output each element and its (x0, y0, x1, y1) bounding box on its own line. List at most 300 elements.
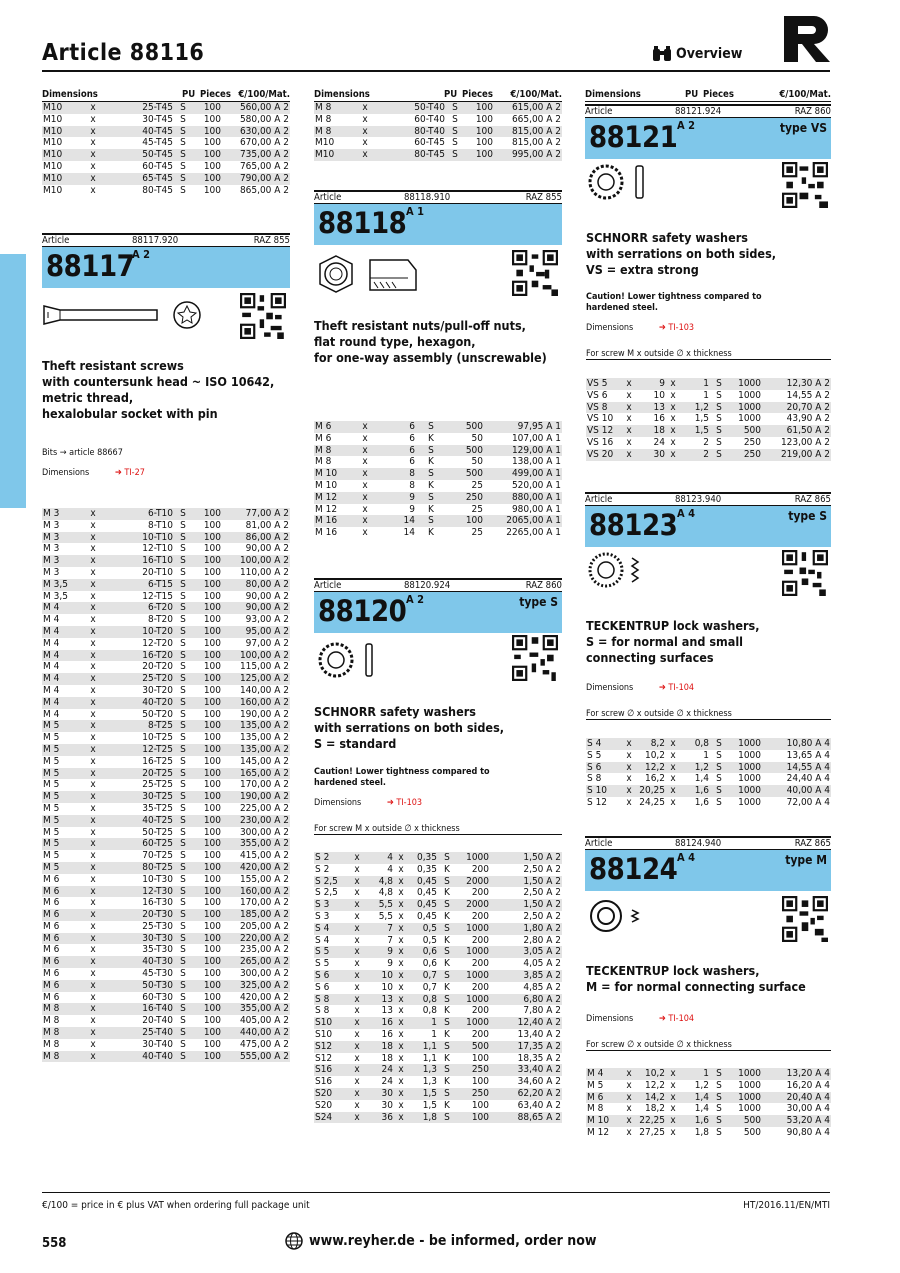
section-tab (0, 254, 26, 508)
table-cell: x (90, 602, 96, 614)
table-row (314, 982, 562, 994)
table-cell: 10 (381, 969, 393, 981)
table-cell: 250 (465, 491, 483, 503)
table-cell: x (90, 1038, 96, 1050)
table-caption: For screw ∅ x outside ∅ x thickness (586, 709, 831, 720)
table-cell: 1,1 (422, 1040, 437, 1052)
table-row (314, 923, 562, 935)
table-cell: 100 (203, 1003, 221, 1015)
globe-icon (285, 1232, 303, 1250)
table-cell: 1000 (466, 969, 489, 981)
dimensions-link[interactable]: Dimensions ➔ TI-27 (42, 468, 145, 478)
table-cell: S 12 (587, 796, 608, 808)
table-cell: 615,00 A 2 (511, 102, 561, 113)
table-cell: S (180, 850, 186, 862)
table-cell: x (90, 543, 96, 555)
table-cell: 18 (381, 1052, 393, 1064)
table-cell: 25-T30 (142, 920, 173, 932)
table-cell: x (354, 910, 360, 922)
table-cell: M10 (43, 137, 63, 149)
table-row (42, 779, 290, 791)
table-cell: 6 (409, 421, 415, 432)
table-cell: 14,2 (644, 1091, 665, 1103)
table-cell: x (90, 920, 96, 932)
table-cell: K (428, 503, 434, 515)
table-cell: x (354, 887, 360, 899)
dimensions-link[interactable]: Dimensions ➔ TI-103 (314, 798, 423, 808)
table-cell: S (180, 720, 186, 732)
table-cell: 475,00 A 2 (239, 1038, 289, 1050)
table-cell: K (444, 1076, 450, 1088)
table-cell: S (180, 661, 186, 673)
table-cell: x (354, 946, 360, 958)
table-cell: x (398, 1005, 404, 1017)
table-cell: S (180, 637, 186, 649)
table-cell: x (626, 436, 632, 448)
table-cell: 4,8 (378, 887, 393, 899)
table-cell: M10 (43, 113, 63, 125)
table-cell: 0,6 (422, 946, 437, 958)
table-cell: S (716, 796, 722, 808)
qr-code-icon[interactable] (782, 162, 828, 208)
table-cell: 100 (203, 149, 221, 161)
qr-code-icon[interactable] (240, 293, 286, 339)
table-cell: 25 (471, 527, 483, 539)
table-cell: 100 (203, 566, 221, 578)
dimensions-link[interactable]: Dimensions ➔ TI-104 (586, 1014, 695, 1024)
table-cell: M 3 (43, 519, 60, 531)
table-row (586, 378, 831, 390)
table-row (314, 114, 562, 126)
table-caption: For screw M x outside ∅ x thickness (586, 349, 831, 360)
table-cell: 1000 (738, 401, 761, 413)
table-cell: S 4 (587, 738, 602, 749)
table-cell: x (90, 838, 96, 850)
website-link[interactable] (285, 1232, 597, 1250)
table-row (42, 1039, 290, 1051)
table-cell: 0,45 (416, 910, 437, 922)
table-cell: x (90, 873, 96, 885)
table-cell: 500 (743, 1126, 761, 1138)
table-cell: x (90, 519, 96, 531)
table-cell: x (354, 958, 360, 970)
table-cell: M 5 (43, 861, 60, 873)
table-cell: S (180, 814, 186, 826)
table-cell: x (90, 850, 96, 862)
table-cell: VS 8 (587, 401, 608, 413)
table-cell: S (180, 708, 186, 720)
table-cell: 22,25 (639, 1115, 665, 1127)
table-cell: M 6 (43, 909, 60, 921)
table-cell: K (444, 1005, 450, 1017)
table-cell: 230,00 A 2 (239, 814, 289, 826)
table-cell: 170,00 A 2 (239, 779, 289, 791)
table-cell: 40-T45 (142, 125, 173, 137)
table-cell: 100 (203, 590, 221, 602)
table-cell: x (398, 981, 404, 993)
table-cell: 580,00 A 2 (239, 113, 289, 125)
table-row (314, 1005, 562, 1017)
table-cell: x (670, 738, 676, 749)
table-cell: M 4 (43, 673, 60, 685)
table-cell: 100 (203, 508, 221, 519)
table-cell: x (90, 1050, 96, 1062)
qr-code-icon[interactable] (782, 550, 828, 596)
table-cell: 325,00 A 2 (239, 979, 289, 991)
table-cell: x (626, 389, 632, 401)
table-cell: 50 (471, 432, 483, 444)
table-cell: 16 (381, 1017, 393, 1029)
table-cell: x (90, 968, 96, 980)
table-cell: 135,00 A 2 (239, 743, 289, 755)
table-cell: 100 (203, 814, 221, 826)
table-cell: 20-T30 (142, 909, 173, 921)
table-row (42, 685, 290, 697)
table-cell: 1,4 (694, 773, 709, 785)
table-row (42, 650, 290, 662)
table-cell: 30-T20 (142, 684, 173, 696)
table-row (586, 402, 831, 414)
table-cell: 1000 (738, 1103, 761, 1115)
table-cell: x (354, 1040, 360, 1052)
table-cell: 190,00 A 2 (239, 791, 289, 803)
table-cell: S (180, 614, 186, 626)
table-cell: 17,35 A 2 (517, 1040, 561, 1052)
table-cell: 30-T45 (142, 113, 173, 125)
table-row (314, 149, 562, 161)
table-row (42, 756, 290, 768)
table-cell: 100 (203, 1027, 221, 1039)
table-cell: S (716, 1103, 722, 1115)
table-cell: 12-T25 (142, 743, 173, 755)
table-cell: 77,00 A 2 (245, 508, 289, 519)
table-cell: 20-T25 (142, 767, 173, 779)
table-cell: x (362, 421, 368, 432)
table-row (314, 527, 562, 539)
footer-note: €/100 = price in € plus VAT when ordering full package unit (42, 1200, 310, 1211)
table-cell: S (716, 413, 722, 425)
table-cell: M 10 (315, 479, 338, 491)
table-cell: x (362, 432, 368, 444)
table-cell: M 6 (43, 920, 60, 932)
table-cell: 9 (387, 958, 393, 970)
header-divider (42, 70, 830, 72)
table-cell: S (180, 160, 186, 172)
table-cell: VS 20 (587, 448, 614, 460)
table-row (314, 958, 562, 970)
table-cell: x (626, 1079, 632, 1091)
table-cell: M 3,5 (43, 578, 68, 590)
table-cell: M 4 (587, 1068, 604, 1079)
table-row (314, 445, 562, 457)
table-cell: 100 (203, 1038, 221, 1050)
table-cell: K (444, 1028, 450, 1040)
table-cell: S (180, 802, 186, 814)
table-cell: S (716, 436, 722, 448)
table-row (42, 909, 290, 921)
table-row (314, 899, 562, 911)
table-cell: x (626, 413, 632, 425)
table-cell: S (180, 956, 186, 968)
table-cell: S (428, 515, 434, 527)
table-caption: For screw M x outside ∅ x thickness (314, 824, 562, 835)
table-row (42, 126, 290, 138)
table-header: Dimensions PU Pieces €/100/Mat. (42, 89, 290, 100)
table-cell: K (444, 863, 450, 875)
table-row (42, 944, 290, 956)
table-cell: 100 (203, 125, 221, 137)
table-cell: M 4 (43, 614, 60, 626)
table-cell: 2,50 A 2 (523, 863, 561, 875)
table-cell: 100 (203, 172, 221, 184)
table-cell: 250 (471, 1064, 489, 1076)
table-cell: 8 (409, 468, 415, 480)
table-cell: 18,2 (644, 1103, 665, 1115)
table-row (314, 876, 562, 888)
qr-code-icon[interactable] (782, 896, 828, 942)
table-cell: 24 (653, 436, 665, 448)
table-cell: x (354, 899, 360, 911)
table-row (42, 185, 290, 197)
table-cell: S 5 (315, 946, 330, 958)
table-cell: 100 (471, 1099, 489, 1111)
table-cell: S (452, 113, 458, 125)
table-cell: 1,2 (694, 1079, 709, 1091)
table-cell: 4 (387, 852, 393, 863)
table-cell: x (670, 436, 676, 448)
table-cell: x (362, 137, 368, 149)
table-cell: 200 (471, 1028, 489, 1040)
table-cell: 0,7 (422, 981, 437, 993)
article-88120-header: Article 88120.924 RAZ 860 88120 A 2 type S (314, 578, 562, 635)
table-cell: 12-T30 (142, 885, 173, 897)
table-cell: S (444, 969, 450, 981)
table-cell: 1,4 (694, 1103, 709, 1115)
table-cell: x (626, 401, 632, 413)
table-row (314, 102, 562, 114)
table-cell: 36 (381, 1111, 393, 1123)
table-cell: S 6 (587, 761, 602, 773)
table-cell: S16 (315, 1076, 333, 1088)
table-cell: 100 (203, 755, 221, 767)
table-cell: 20,70 A 2 (786, 401, 830, 413)
table-cell: 2000 (466, 899, 489, 911)
table-row (586, 1068, 831, 1080)
table-cell: S (180, 968, 186, 980)
table-cell: 1,80 A 2 (523, 922, 561, 934)
table-cell: x (354, 1099, 360, 1111)
table-cell: 265,00 A 2 (239, 956, 289, 968)
table-cell: S (180, 102, 186, 113)
table-cell: 200 (471, 958, 489, 970)
table-cell: x (354, 1064, 360, 1076)
table-row (314, 887, 562, 899)
article-88123-header: Article 88123.940 RAZ 865 88123 A 4 type S (585, 492, 831, 549)
table-cell: x (90, 649, 96, 661)
table-header: Dimensions PU Pieces €/100/Mat. (585, 89, 831, 100)
table-cell: 25-T45 (142, 102, 173, 113)
table-cell: x (362, 113, 368, 125)
table-cell: 1000 (738, 796, 761, 808)
table-cell: 10 (381, 981, 393, 993)
dimensions-link[interactable]: Dimensions ➔ TI-103 (586, 323, 695, 333)
table-cell: 100 (471, 1076, 489, 1088)
table-cell: 630,00 A 2 (239, 125, 289, 137)
table-cell: M 8 (315, 456, 332, 468)
reyher-logo-icon (782, 14, 832, 64)
table-cell: x (90, 944, 96, 956)
table-cell: x (90, 508, 96, 519)
table-cell: M 12 (315, 503, 338, 515)
table-cell: S (452, 102, 458, 113)
article-number: 88118 (318, 206, 407, 240)
table-cell: 135,00 A 2 (239, 732, 289, 744)
table-cell: x (90, 590, 96, 602)
table-cell: S (716, 738, 722, 749)
table-cell: 13,40 A 2 (517, 1028, 561, 1040)
page-number: 558 (42, 1236, 67, 1251)
table-cell: x (354, 863, 360, 875)
table-cell: M 5 (43, 838, 60, 850)
table-cell: 0,45 (416, 875, 437, 887)
table-cell: 6-T20 (148, 602, 173, 614)
dimensions-link[interactable]: Dimensions ➔ TI-104 (586, 683, 695, 693)
table-cell: x (670, 1103, 676, 1115)
table-cell: 100 (203, 767, 221, 779)
price-table (314, 102, 562, 161)
column-3-header (585, 88, 831, 102)
table-cell: x (398, 934, 404, 946)
binoculars-icon (652, 46, 672, 62)
table-cell: 30 (381, 1087, 393, 1099)
table-cell: S (180, 531, 186, 543)
table-row (314, 852, 562, 864)
table-row (314, 1076, 562, 1088)
table-cell: x (670, 1091, 676, 1103)
table-cell: 60-T25 (142, 838, 173, 850)
table-cell: 34,60 A 2 (517, 1076, 561, 1088)
table-cell: 1,6 (694, 785, 709, 797)
table-cell: 10-T25 (142, 732, 173, 744)
table-cell: 16-T20 (142, 649, 173, 661)
table-cell: 30 (381, 1099, 393, 1111)
table-row (42, 992, 290, 1004)
table-row (586, 437, 831, 449)
table-cell: x (626, 796, 632, 808)
table-cell: x (398, 1076, 404, 1088)
table-row (586, 1115, 831, 1127)
table-cell: 20,40 A 4 (786, 1091, 830, 1103)
overview-link[interactable] (652, 46, 742, 62)
table-cell: K (428, 432, 434, 444)
table-row (42, 161, 290, 173)
table-cell: x (90, 791, 96, 803)
table-cell: 24 (381, 1076, 393, 1088)
table-cell: 16,2 (644, 773, 665, 785)
table-cell: M 6 (43, 897, 60, 909)
table-cell: S (180, 696, 186, 708)
table-cell: S (180, 755, 186, 767)
table-cell: 155,00 A 2 (239, 873, 289, 885)
table-cell: S (716, 1126, 722, 1138)
table-cell: 60-T40 (414, 113, 445, 125)
table-cell: x (90, 149, 96, 161)
table-cell: 100 (203, 720, 221, 732)
table-cell: 2065,00 A 1 (506, 515, 561, 527)
table-cell: M 12 (315, 491, 338, 503)
table-cell: x (670, 425, 676, 437)
table-cell: x (90, 637, 96, 649)
table-row (42, 1015, 290, 1027)
table-cell: 170,00 A 2 (239, 897, 289, 909)
table-cell: S (716, 1079, 722, 1091)
table-cell: S (180, 172, 186, 184)
table-cell: K (444, 910, 450, 922)
article-number: 88120 (318, 594, 407, 628)
table-cell: x (90, 160, 96, 172)
table-cell: 1,5 (422, 1099, 437, 1111)
table-cell: x (362, 456, 368, 468)
table-cell: x (626, 1103, 632, 1115)
table-cell: 1,6 (694, 796, 709, 808)
table-cell: x (354, 981, 360, 993)
qr-code-icon[interactable] (512, 250, 558, 296)
table-cell: 3,85 A 2 (523, 969, 561, 981)
table-cell: 138,00 A 1 (511, 456, 561, 468)
table-cell: 500 (465, 444, 483, 456)
table-cell: K (444, 934, 450, 946)
table-cell: K (428, 479, 434, 491)
table-row (42, 874, 290, 886)
table-cell: 50-T25 (142, 826, 173, 838)
lock-washer-icon (586, 550, 656, 590)
table-cell: 670,00 A 2 (239, 137, 289, 149)
table-row (42, 626, 290, 638)
table-cell: M 4 (43, 708, 60, 720)
table-cell: S (180, 149, 186, 161)
table-cell: K (444, 887, 450, 899)
table-cell: S (716, 761, 722, 773)
table-cell: S (180, 861, 186, 873)
table-cell: x (398, 1064, 404, 1076)
table-cell: x (90, 1015, 96, 1027)
bits-link[interactable]: Bits → article 88667 (42, 448, 123, 458)
table-row (42, 1003, 290, 1015)
table-cell: 500 (465, 421, 483, 432)
price-table (42, 508, 290, 1062)
table-cell: 8,2 (650, 738, 665, 749)
table-cell: S (444, 1017, 450, 1029)
table-cell: x (398, 1028, 404, 1040)
table-cell: 88,65 A 2 (517, 1111, 561, 1123)
table-row (314, 433, 562, 445)
table-cell: 220,00 A 2 (239, 932, 289, 944)
table-cell: 9 (409, 503, 415, 515)
qr-code-icon[interactable] (512, 635, 558, 681)
table-cell: 500 (743, 425, 761, 437)
table-cell: 100 (203, 743, 221, 755)
table-cell: 7,80 A 2 (523, 1005, 561, 1017)
table-cell: 1,5 (422, 1087, 437, 1099)
table-cell: 1 (703, 389, 709, 401)
table-cell: S (180, 555, 186, 567)
table-cell: 2265,00 A 1 (506, 527, 561, 539)
table-cell: S (180, 767, 186, 779)
table-cell: 12,2 (644, 761, 665, 773)
table-row (42, 980, 290, 992)
table-row (314, 935, 562, 947)
table-cell: x (362, 468, 368, 480)
